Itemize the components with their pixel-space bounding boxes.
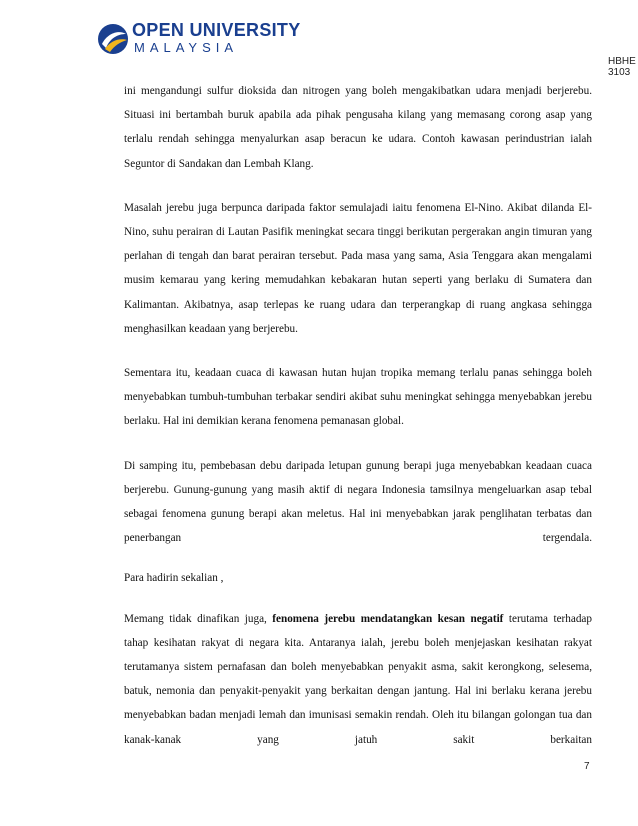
- paragraph-tropical-heat: Sementara itu, keadaan cuaca di kawasan hutan hujan tropika memang terlalu panas sehingga boleh menyebabkan tumbuh-tumbuhan terbakar sendiri akibat suhu meningkat sehingga menyebabkan jerebu berlaku. Hal ini demikian kerana fenomena pemanasan global.: [124, 367, 592, 428]
- logo-text-secondary: MALAYSIA: [134, 40, 239, 55]
- oum-swirl-logo-icon: [96, 22, 130, 56]
- logo-text-primary: OPEN UNIVERSITY: [132, 20, 301, 40]
- document-body: [124, 79, 592, 752]
- paragraph-greeting: Para hadirin sekalian ,: [124, 572, 224, 585]
- university-logo: [96, 14, 301, 60]
- health-bold-phrase: fenomena jerebu mendatangkan kesan negatif: [272, 612, 504, 625]
- paragraph-health-effects: [124, 607, 592, 752]
- paragraph-el-nino: Masalah jerebu juga berpunca daripada faktor semulajadi iaitu fenomena El-Nino. Akibat dilanda El-Nino, suhu perairan di Lautan Pasifik meningkat secara tinggi berikutan pergerakan angin timuran yang perlahan di tengah dan barat perairan tersebut. Pada masa yang sama, Asia Tenggara akan mengalami musim kemarau yang kering memudahkan kebakaran hutan seperti yang berlaku di Sumatera dan Kalimantan. Akibatnya, asap terlepas ke ruang udara dan terperangkap di ruang angkasa sehingga menghasilkan keadaan yang berjerebu.: [124, 201, 592, 335]
- course-code: HBHE 3103: [608, 56, 636, 78]
- paragraph-pollution-industry: ini mengandungi sulfur dioksida dan nitrogen yang boleh mengakibatkan udara menjadi berjerebu. Situasi ini bertambah buruk apabila ada pihak pengusaha kilang yang memasang corong asap yang terlalu rendah sehingga menyalurkan asap beracun ke udara. Contoh kawasan perindustrian ialah Seguntor di Sandakan dan Lembah Klang.: [124, 85, 592, 170]
- page-number: 7: [584, 761, 590, 772]
- paragraph-volcano: Di samping itu, pembebasan debu daripada letupan gunung berapi juga menyebabkan keadaan cuaca berjerebu. Gunung-gunung yang masih aktif di negara Indonesia tamsilnya mengeluarkan asap tebal sebagai fenomena gunung berapi akan meletus. Hal ini menyebabkan jarak penglihatan terbatas dan penerbangan tergendala.: [124, 459, 592, 545]
- health-text-rest: terutama terhadap tahap kesihatan rakyat di negara kita. Antaranya ialah, jerebu boleh menjejaskan kesihatan rakyat terutamanya sistem pernafasan dan boleh menyebabkan penyakit asma, sakit kerongkong, selesema, batuk, nemonia dan penyakit-penyakit yang berkaitan dengan jantung. Hal ini berlaku kerana jerebu menyebabkan badan menjadi lemah dan imunisasi semakin rendah. Oleh itu bilangan golongan tua dan kanak-kanak yang jatuh sakit berkaitan: [124, 612, 592, 746]
- health-text-start: Memang tidak dinafikan juga,: [124, 612, 273, 625]
- page-header: [96, 14, 636, 78]
